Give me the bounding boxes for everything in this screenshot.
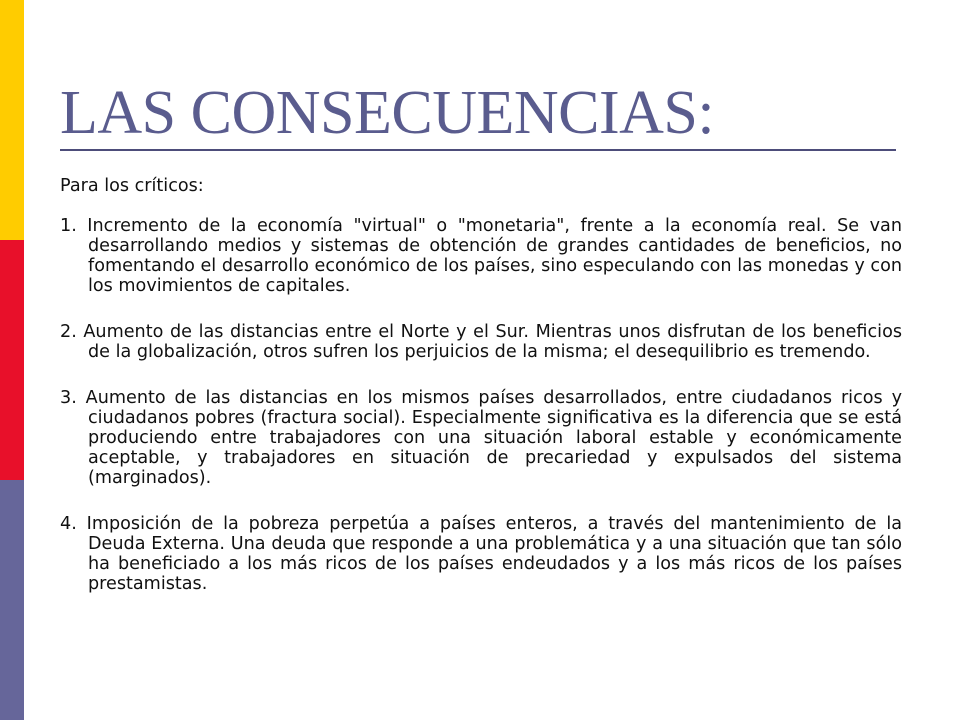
consequence-item-3: 3. Aumento de las distancias en los mismos países desarrollados, entre ciudadanos ricos y ciudadanos pobres (fractura social). Especialmente significativa es la diferencia que se está produciendo entre trabajadores con una situación laboral estable y económicamente aceptable, y trabajadores en situación de precariedad y expulsados del sistema (marginados). [60,388,902,488]
slide-body [60,176,902,594]
intro-text: Para los críticos: [60,176,204,196]
left-accent-stripe-blue [0,480,24,720]
left-accent-stripe-red [0,240,24,480]
consequence-item-1: 1. Incremento de la economía "virtual" o "monetaria", frente a la economía real. Se van desarrollando medios y sistemas de obtención de grandes cantidades de beneficios, no fomentando el desarrollo económico de los países, sino especulando con las monedas y con los movimientos de capitales. [60,216,902,296]
consequence-item-4: 4. Imposición de la pobreza perpetúa a países enteros, a través del mantenimiento de la Deuda Externa. Una deuda que responde a una problemática y a una situación que tan sólo ha beneficiado a los más ricos de los países endeudados y a los más ricos de los países prestamistas. [60,514,902,594]
consequence-item-2: 2. Aumento de las distancias entre el Norte y el Sur. Mientras unos disfrutan de los beneficios de la globalización, otros sufren los perjuicios de la misma; el desequilibrio es tremendo. [60,322,902,362]
left-accent-stripe-yellow [0,0,24,240]
slide-title: LAS CONSECUENCIAS: [60,79,715,147]
title-divider [60,149,896,151]
